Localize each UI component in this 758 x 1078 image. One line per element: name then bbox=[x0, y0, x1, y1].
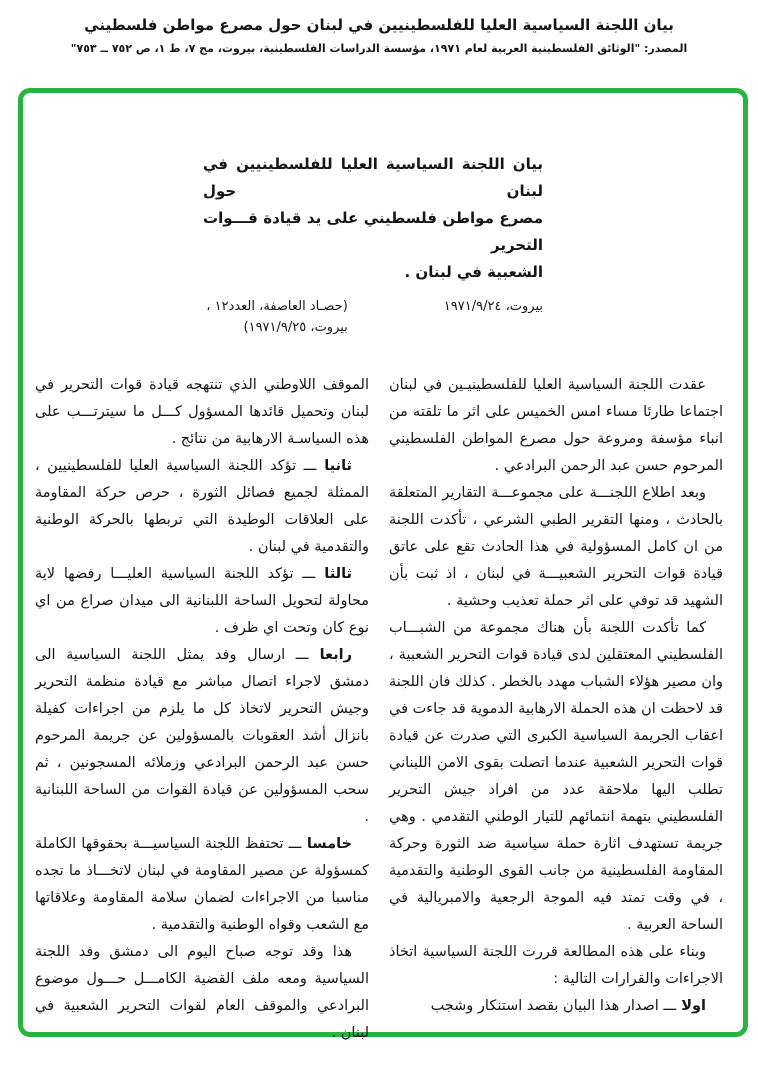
paragraph bbox=[389, 939, 723, 993]
paragraph-text: وبعد اطلاع اللجنـــة على مجموعـــة التقارير المتعلقة بالحادث ، ومنها التقرير الطبي الشرعي ، تأكدت اللجنة من ان كامل المسؤولية في هذا الحادث تقع على عاتق قيادة قوات التحرير الشعبيـــة في لبنان ، اذ ثبت بأن الشهيد قد توفي على اثر حملة تعذيب وحشية . bbox=[389, 485, 723, 609]
paragraph-text: ـــ اصدار هذا البيان بقصد استنكار وشجب bbox=[430, 998, 677, 1014]
paragraph-text: وبناء على هذه المطالعة قررت اللجنة السياسية اتخاذ الاجراءات والقرارات التالية : bbox=[389, 944, 723, 987]
paragraph-text: عقدت اللجنة السياسية العليا للفلسطينيـين في لبنان اجتماعا طارئا مساء امس الخميس على اثر ما تلقته من انباء مؤسفة ومروعة حول مصرع المواطن الفلسطيني المرحوم حسن عبد الرحمن البرادعي . bbox=[389, 377, 723, 474]
paragraph-lead: رابعا bbox=[308, 647, 352, 663]
paragraph-text: ـــ تؤكد اللجنة السياسية العليـــا رفضها لاية محاولة لتحويل الساحة اللبنانية الى ميدان صراع من اي نوع كان وتحت اي ظرف . bbox=[35, 566, 369, 636]
citation bbox=[206, 296, 348, 338]
paragraph-text: ـــ تحتفظ اللجنة السياسيـــة بحقوقها الكاملة كمسؤولة عن مصير المقاومة في لبنان لاتخـــاذ ما تجده مناسبا من الاجراءات لضمان سلامة المقاومة وعلاقاتها مع الشعب وقواه الوطنية والتقدمية . bbox=[35, 836, 369, 933]
document-frame bbox=[18, 88, 748, 1041]
document-title: بيان اللجنة السياسية العليا للفلسطينيين في لبنان حول مصرع مواطن فلسطيني bbox=[84, 16, 674, 34]
paragraph bbox=[389, 993, 723, 1020]
paragraph-text: كما تأكدت اللجنة بأن هناك مجموعة من الشبـــاب الفلسطيني المعتقلين لدى قيادة قوات التحرير الشعبية ، وان مصير هؤلاء الشباب مهدد بالخطر . كذلك فان اللجنة قد لاحظت ان هذه الحملة الارهابية الدموية قد جاءت في اعقاب الجريمة السياسية الكبرى التي صدرت عن قيادة قوات التحرير الشعبية عندما اتصلت بقوى الامن اللبناني تطلب اليها ملاحقة عدد من افراد جيش التحرير الفلسطيني بتهمة انتمائهم للتيار الوطني التقدمي . وهي جريمة تستهدف اثارة حملة سياسية ضد الثورة وحركة المقاومة الفلسطينية من جانب القوى الوطنية والتقدمية ، في وقت تمتد فيه الموجة الرجعية والامبريالية في الساحة العربية . bbox=[389, 620, 723, 933]
paragraph-lead: اولا bbox=[676, 998, 706, 1014]
citation-line: بيروت، ١٩٧١/٩/٢٥) bbox=[243, 320, 348, 335]
right-column bbox=[389, 372, 723, 1047]
statement-title bbox=[203, 151, 543, 286]
statement-title-line: بيان اللجنة السياسية العليا للفلسطينيين في لبنان حول bbox=[203, 155, 543, 200]
paragraph bbox=[389, 615, 723, 939]
paragraph bbox=[35, 453, 369, 561]
paragraph bbox=[35, 372, 369, 453]
paragraph bbox=[389, 480, 723, 615]
paragraph-text: ـــ ارسال وفد يمثل اللجنة السياسية الى دمشق لاجراء اتصال مباشر مع قيادة منظمة التحرير وجيش التحرير لاتخاذ كل ما يلزم من اجراءات كفيلة بانزال أشد العقوبات بالمسؤولين عن جريمة المرحوم حسن عبد الرحمن البرادعي وزملائه المسجونين ، ثم سحب المسؤولين عن قيادة القوات من الساحة اللبنانية . bbox=[35, 647, 369, 825]
dateline: بيروت، ١٩٧١/٩/٢٤ bbox=[443, 299, 543, 314]
source-line: المصدر: "الوثائق الفلسطينية العربية لعام ١٩٧١، مؤسسة الدراسات الفلسطينية، بيروت، مج ٧، ط ١، ص ٧٥٢ ــ ٧٥٣" bbox=[70, 42, 688, 55]
paragraph bbox=[35, 561, 369, 642]
paragraph-text: ـــ تؤكد اللجنة السياسية العليا للفلسطينيين ، الممثلة لجميع فصائل الثورة ، حرص حركة المقاومة على العلاقات الوطيدة التي تربطها بالحركة الوطنية والتقدمية في لبنان . bbox=[35, 458, 369, 555]
paragraph bbox=[35, 939, 369, 1047]
citation-line: (حصـاد العاصفة، العدد١٢ ، bbox=[206, 299, 348, 314]
left-column bbox=[35, 372, 369, 1047]
body-columns bbox=[35, 372, 723, 1047]
date-row bbox=[35, 296, 723, 338]
paragraph-text: هذا وقد توجه صباح اليوم الى دمشق وفد اللجنة السياسية ومعه ملف القضية الكامـــل حـــول موضوع البرادعي والموقف العام لقوات التحرير الشعبية في لبنان . bbox=[35, 944, 369, 1041]
paragraph-lead: ثالثا bbox=[315, 566, 352, 582]
paragraph bbox=[35, 642, 369, 831]
paragraph bbox=[35, 831, 369, 939]
paragraph-lead: ثانيا bbox=[316, 458, 352, 474]
statement-title-line: مصرع مواطن فلسطيني على يد قيادة قـــوات التحرير bbox=[203, 209, 543, 254]
paragraph bbox=[389, 372, 723, 480]
page-header bbox=[0, 0, 758, 55]
paragraph-lead: خامسا bbox=[301, 836, 352, 852]
paragraph-text: الموقف اللاوطني الذي تنتهجه قيادة قوات التحرير في لبنان وتحميل قائدها المسؤول كـــل ما سيترتـــب على هذه السياسـة الارهابية من نتائج . bbox=[35, 377, 369, 447]
statement-title-line: الشعبية في لبنان . bbox=[404, 263, 543, 281]
